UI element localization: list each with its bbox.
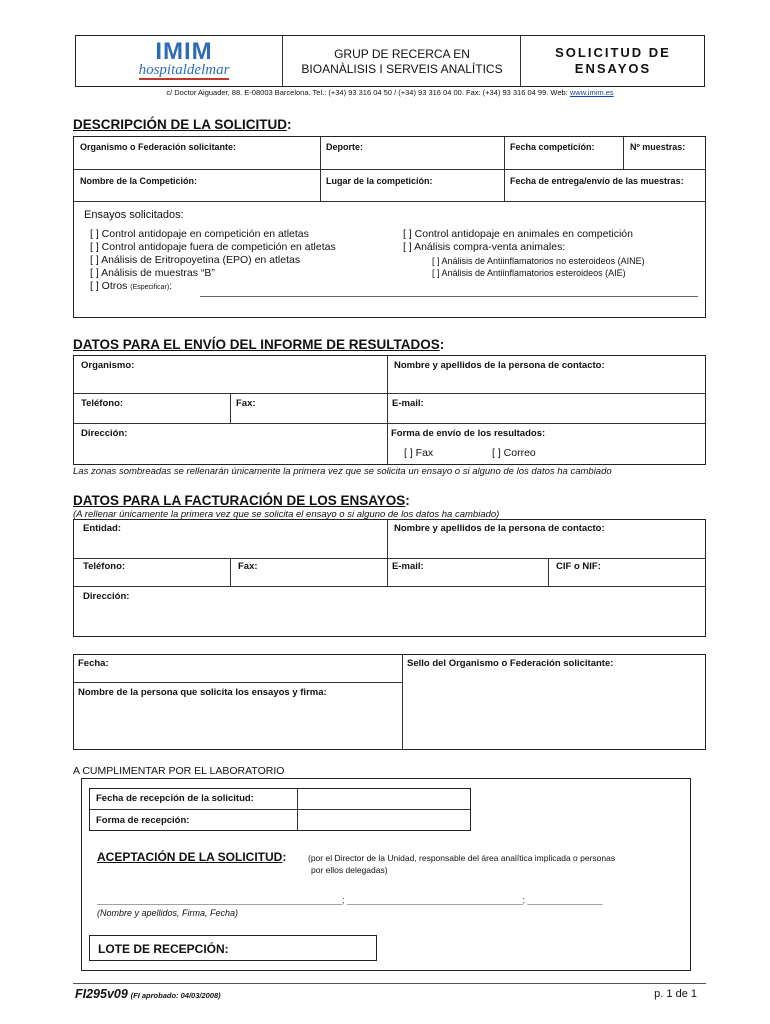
fact-direccion-label: Dirección: <box>83 591 130 602</box>
footer-divider <box>73 983 706 984</box>
option-otros[interactable]: [ ] Otros (Especificar): <box>90 280 173 292</box>
envio-direccion-label: Dirección: <box>81 428 128 439</box>
persona-firma-label: Nombre de la persona que solicita los ensayos y firma: <box>78 687 327 698</box>
form-title: SOLICITUD DE ENSAYOS <box>555 45 671 76</box>
lote-label: LOTE DE RECEPCIÓN: <box>98 942 229 956</box>
envio-telefono-label: Teléfono: <box>81 398 124 409</box>
fecha-recepcion-label: Fecha de recepción de la solicitud: <box>96 793 254 804</box>
ensayos-solicitados-heading: Ensayos solicitados: <box>84 209 184 221</box>
section-facturacion-title: DATOS PARA LA FACTURACIÓN DE LOS ENSAYOS: <box>73 493 410 508</box>
option-envio-fax[interactable]: [ ] Fax <box>404 447 434 459</box>
fecha-competicion-label: Fecha competición: <box>510 142 595 152</box>
deporte-label: Deporte: <box>326 142 364 152</box>
envio-email-label: E-mail: <box>392 398 424 409</box>
group-name: GRUP DE RECERCA EN BIOANÀLISIS I SERVEIS ANALÍTICS <box>301 47 503 76</box>
web-link[interactable]: www.imim.es <box>569 88 614 97</box>
facturacion-subtitle: (A rellenar únicamente la primera vez que se solicita el ensayo o si alguno de los datos ha cambiado) <box>73 509 500 520</box>
envio-fax-label: Fax: <box>236 398 256 409</box>
aceptacion-sign-line[interactable]: _________________________________________________; ___________________________________; _______________ <box>97 895 603 905</box>
facturacion-box <box>73 519 706 637</box>
logo-hospitaldelmar-text: hospitaldelmar <box>138 62 230 78</box>
envio-contacto-label: Nombre y apellidos de la persona de contacto: <box>394 360 605 371</box>
forma-envio-label: Forma de envío de los resultados: <box>391 428 546 439</box>
sello-label: Sello del Organismo o Federación solicitante: <box>407 658 614 669</box>
organismo-solicitante-label: Organismo o Federación solicitante: <box>80 142 237 152</box>
nombre-competicion-label: Nombre de la Competición: <box>80 176 198 186</box>
fecha-entrega-label: Fecha de entrega/envío de las muestras: <box>510 176 684 186</box>
fact-entidad-label: Entidad: <box>83 523 121 534</box>
address-line: c/ Doctor Aiguader, 88. E-08003 Barcelona. Tel.: (+34) 93 316 04 50 / (+34) 93 316 04 00. Fax: (+34) 93 316 04 99. Web: www.imim.es <box>166 88 614 97</box>
logo <box>124 38 244 80</box>
fact-contacto-label: Nombre y apellidos de la persona de contacto: <box>394 523 605 534</box>
aceptacion-note: (por el Director de la Unidad, responsable del área analítica implicada o personas por ellos delegadas) <box>308 853 616 875</box>
forma-recepcion-label: Forma de recepción: <box>96 815 190 826</box>
firma-fecha-label: Fecha: <box>78 658 109 669</box>
option-compra-venta[interactable]: [ ] Análisis compra-venta animales: <box>403 241 566 253</box>
aceptacion-sign-caption: (Nombre y apellidos, Firma, Fecha) <box>97 908 239 918</box>
option-control-fuera-competicion[interactable]: [ ] Control antidopaje fuera de competición en atletas <box>90 241 336 253</box>
fact-telefono-label: Teléfono: <box>83 561 126 572</box>
option-muestras-b[interactable]: [ ] Análisis de muestras “B” <box>90 267 215 279</box>
option-control-animales[interactable]: [ ] Control antidopaje en animales en competición <box>403 228 633 240</box>
fact-email-label: E-mail: <box>392 561 424 572</box>
footer-code: FI295v09 (FI aprobado: 04/03/2008) <box>75 987 221 1001</box>
envio-organismo-label: Organismo: <box>81 360 135 371</box>
lugar-competicion-label: Lugar de la competición: <box>326 176 433 186</box>
option-aine[interactable]: [ ] Análisis de Antiinflamatorios no esteroideos (AINE) <box>432 256 645 266</box>
page-number: p. 1 de 1 <box>654 988 697 1000</box>
logo-imim-text: IMIM <box>155 38 213 65</box>
laboratorio-heading: A CUMPLIMENTAR POR EL LABORATORIO <box>73 765 285 777</box>
option-control-competicion-atletas[interactable]: [ ] Control antidopaje en competición en atletas <box>90 228 309 240</box>
option-envio-correo[interactable]: [ ] Correo <box>492 447 536 459</box>
shaded-zones-note: Las zonas sombreadas se rellenarán únicamente la primera vez que se solicita un ensayo o si alguno de los datos ha cambiado <box>73 466 612 477</box>
section-descripcion-title: DESCRIPCIÓN DE LA SOLICITUD: <box>73 117 292 132</box>
fact-cif-label: CIF o NIF: <box>556 561 601 572</box>
fact-fax-label: Fax: <box>238 561 258 572</box>
option-aie[interactable]: [ ] Análisis de Antiinflamatorios esteroideos (AIE) <box>432 268 626 278</box>
section-envio-title: DATOS PARA EL ENVÍO DEL INFORME DE RESULTADOS: <box>73 337 445 352</box>
num-muestras-label: Nº muestras: <box>630 142 686 152</box>
otros-specify-line[interactable] <box>200 296 698 297</box>
envio-box <box>73 355 706 465</box>
aceptacion-title: ACEPTACIÓN DE LA SOLICITUD: <box>97 850 287 864</box>
option-epo[interactable]: [ ] Análisis de Eritropoyetina (EPO) en atletas <box>90 254 301 266</box>
